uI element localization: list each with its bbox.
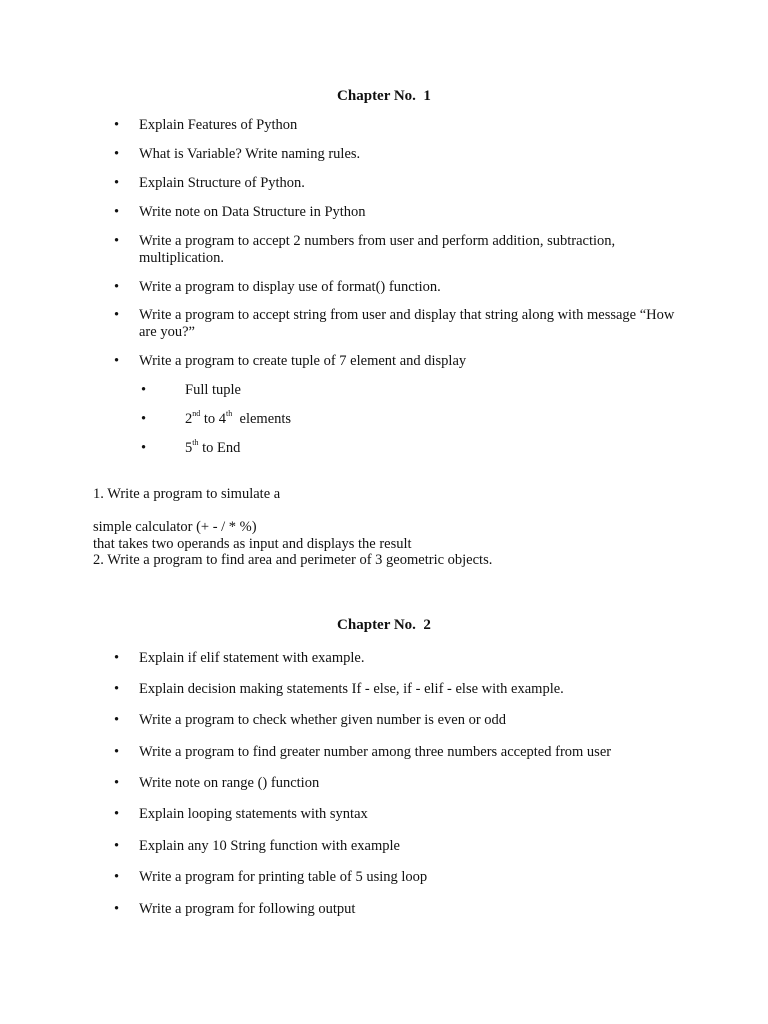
chapter-2-heading: Chapter No. 2 — [337, 617, 431, 633]
ordinal-number: 2 — [185, 411, 193, 427]
chapter-1-item: What is Variable? Write naming rules. — [139, 146, 361, 162]
chapter-2-item: Explain looping statements with syntax — [139, 806, 368, 822]
bullet-icon: • — [114, 279, 120, 295]
numbered-line: that takes two operands as input and displays the result — [93, 536, 412, 552]
chapter-1-item: Explain Structure of Python. — [139, 175, 305, 191]
sub-bullet-icon: • — [141, 411, 147, 427]
chapter-2-item: Write a program for printing table of 5 using loop — [139, 869, 428, 885]
bullet-icon: • — [114, 146, 120, 162]
chapter-2-item: Write a program for following output — [139, 901, 356, 917]
bullet-icon: • — [114, 775, 120, 791]
sub-item-text: elements — [232, 411, 292, 427]
bullet-icon: • — [114, 117, 120, 133]
numbered-line: 2. Write a program to find area and perimeter of 3 geometric objects. — [93, 552, 493, 568]
ordinal-suffix: nd — [192, 409, 201, 418]
chapter-2-item: Explain any 10 String function with example — [139, 838, 400, 854]
chapter-2-item: Write a program to find greater number among three numbers accepted from user — [139, 744, 612, 760]
bullet-icon: • — [114, 175, 120, 191]
bullet-icon: • — [114, 233, 120, 249]
bullet-icon: • — [114, 681, 120, 697]
chapter-2-item: Write a program to check whether given number is even or odd — [139, 712, 507, 728]
chapter-1-item: Write a program to accept string from user and display that string along with message “How are you?” — [139, 307, 675, 340]
chapter-1-item: Write note on Data Structure in Python — [139, 204, 366, 220]
numbered-line: 1. Write a program to simulate a — [93, 486, 281, 502]
bullet-icon: • — [114, 869, 120, 885]
chapter-1-item: Write a program to create tuple of 7 element and display — [139, 353, 467, 369]
sub-bullet-icon: • — [141, 440, 147, 456]
bullet-icon: • — [114, 307, 120, 323]
bullet-icon: • — [114, 838, 120, 854]
sub-bullet-icon: • — [141, 382, 147, 398]
bullet-icon: • — [114, 744, 120, 760]
chapter-2-item: Explain decision making statements If - else, if - elif - else with example. — [139, 681, 564, 697]
chapter-1-item: Write a program to accept 2 numbers from user and perform addition, subtraction, multiplication. — [139, 233, 616, 266]
bullet-icon: • — [114, 901, 120, 917]
sub-item-text: to End — [198, 440, 241, 456]
numbered-line: simple calculator (+ - / * %) — [93, 519, 257, 535]
bullet-icon: • — [114, 806, 120, 822]
ordinal-number: 5 — [185, 440, 193, 456]
bullet-icon: • — [114, 650, 120, 666]
ordinal-suffix: th — [192, 438, 199, 447]
sub-item-5th-to-end — [185, 440, 585, 457]
chapter-1-item: Explain Features of Python — [139, 117, 298, 133]
bullet-icon: • — [114, 353, 120, 369]
bullet-icon: • — [114, 204, 120, 220]
chapter-1-item: Write a program to display use of format() function. — [139, 279, 441, 295]
chapter-2-item: Write note on range () function — [139, 775, 320, 791]
ordinal-suffix: th — [226, 409, 233, 418]
sub-item-full-tuple: Full tuple — [185, 382, 241, 398]
bullet-icon: • — [114, 712, 120, 728]
sub-item-2nd-to-4th — [185, 411, 585, 428]
chapter-1-heading: Chapter No. 1 — [337, 88, 431, 104]
chapter-2-item: Explain if elif statement with example. — [139, 650, 365, 666]
ordinal-number: to 4 — [200, 411, 227, 427]
